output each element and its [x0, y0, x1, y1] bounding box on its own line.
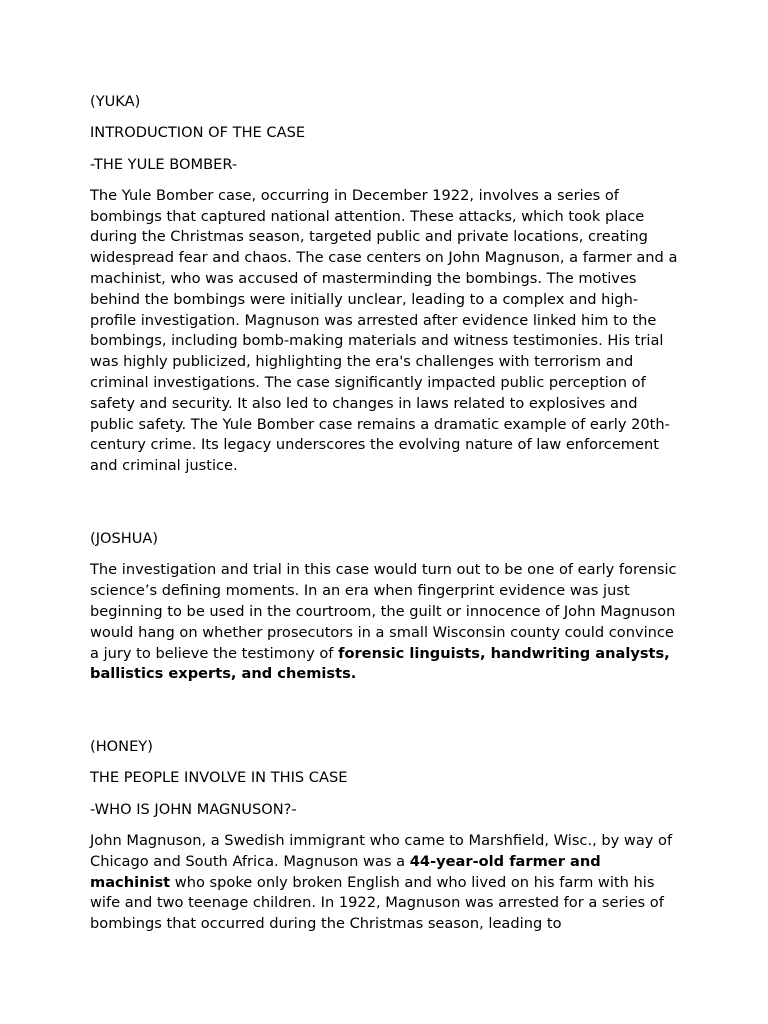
- paragraph-magnuson-bold: 44-year-old farmer and machinist: [90, 852, 601, 891]
- speaker-label-yuka: (YUKA): [90, 93, 141, 110]
- paragraph-investigation-bold: forensic linguists, handwriting analysts, ballistics experts, and chemists.: [90, 644, 670, 683]
- speaker-label-joshua: (JOSHUA): [90, 530, 159, 548]
- paragraph-magnuson-end: who spoke only broken English and who lived on his farm with his wife and two teenage children. In 1922, Magnuson was arrested for a series of bombings that occurred during the Christmas season, leading to: [90, 873, 664, 933]
- paragraph-introduction: The Yule Bomber case, occurring in December 1922, involves a series of bombings that captured national attention. These attacks, which took place during the Christmas season, targeted public and private locations, creating widespread fear and chaos. The case centers on John Magnuson, a farmer and a machinist, who was accused of masterminding the bombings. The motives behind the bombings were initially unclear, leading to a complex and high-profile investigation. Magnuson was arrested after evidence linked him to the bombings, including bomb-making materials and witness testimonies. His trial was highly publicized, highlighting the era's challenges with terrorism and criminal investigations. The case significantly impacted public perception of safety and security. It also led to changes in laws related to explosives and public safety. The Yule Bomber case remains a dramatic example of early 20th-century crime. Its legacy underscores the evolving nature of law enforcement and criminal justice.: [90, 186, 678, 475]
- section-heading-introduction: INTRODUCTION OF THE CASE: [90, 124, 306, 142]
- spacer: [90, 488, 678, 530]
- spacer: [90, 696, 678, 738]
- section-heading-people: THE PEOPLE INVOLVE IN THIS CASE: [90, 769, 348, 787]
- paragraph-investigation-text: The investigation and trial in this case would turn out to be one of early forensic science’s defining moments. In an era when fingerprint evidence was just beginning to be used in the courtroom, the guilt or innocence of John Magnuson would hang on whether prosecutors in a small Wisconsin county could convince a jury to believe the testimony of: [90, 561, 677, 662]
- section-subheading-yule-bomber: -THE YULE BOMBER-: [90, 155, 238, 173]
- paragraph-magnuson-start: John Magnuson, a Swedish immigrant who came to Marshfield, Wisc., by way of Chicago and South Africa. Magnuson was a: [90, 832, 673, 870]
- speaker-label-honey: (HONEY): [90, 738, 153, 756]
- paragraph-investigation: [90, 560, 678, 685]
- paragraph-magnuson: [90, 831, 678, 935]
- section-subheading-who-is-magnuson: -WHO IS JOHN MAGNUSON?-: [90, 800, 297, 818]
